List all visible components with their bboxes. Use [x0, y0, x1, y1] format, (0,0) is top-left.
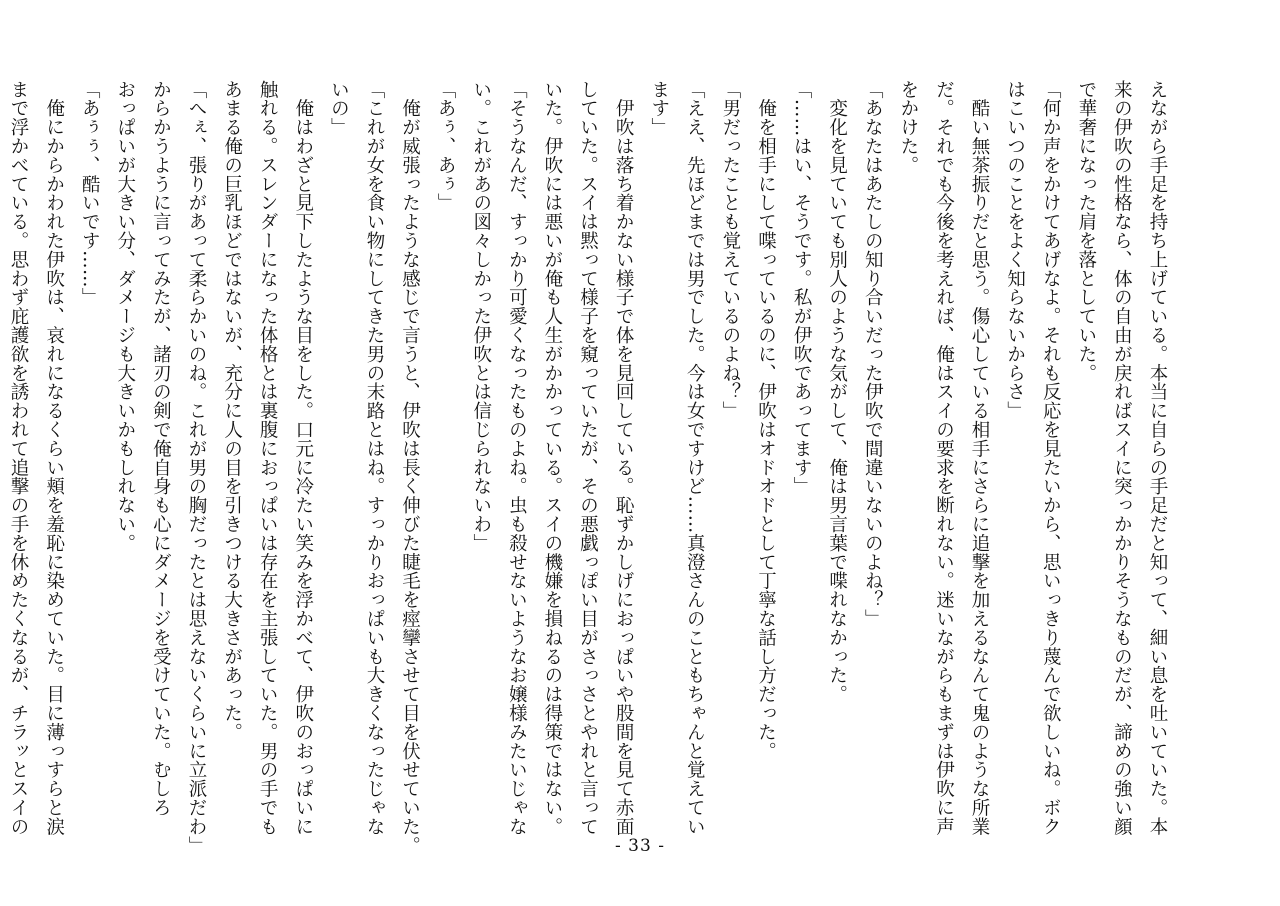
text-line: 俺を相手にして喋っているのに、伊吹はオドオドとして丁寧な話し方だった。 [755, 80, 777, 761]
text-line: 「あぅ、あぅ」 [435, 80, 457, 213]
text-line: 「……はい、そうです。私が伊吹であってます」 [791, 80, 813, 496]
text-line: 来の伊吹の性格なら、体の自由が戻ればスイに突っかかりそうなものだが、諦めの強い顔 [1111, 80, 1133, 836]
text-line: 酷い無茶振りだと思う。傷心している相手にさらに追撃を加えるなんて鬼のような所業 [969, 80, 991, 836]
text-line: あまる俺の巨乳ほどではないが、充分に人の目を引きつける大きさがあった。 [221, 80, 243, 742]
text-line: で華奢になった肩を落としていた。 [1075, 80, 1097, 383]
text-line: 「ええ、先ほどまでは男でした。今は女ですけど……真澄さんのこともちゃんと覚えてい [684, 80, 706, 836]
text-line: 「へぇ、張りがあって柔らかいのね。これが男の胸だったとは思えないくらいに立派だわ」 [185, 80, 207, 855]
text-line: えながら手足を持ち上げている。本当に自らの手足だと知って、細い息を吐いていた。本 [1147, 80, 1168, 836]
text-line: 変化を見ていても別人のような気がして、俺は男言葉で喋れなかった。 [826, 80, 848, 704]
text-line: をかけた。 [897, 80, 919, 175]
text-line: だ。それでも今後を考えれば、俺はスイの要求を断れない。迷いながらもまずは伊吹に声 [933, 80, 955, 836]
text-line: 俺が威張ったような感じで言うと、伊吹は長く伸びた睫毛を痙攣させて目を伏せていた。 [399, 80, 421, 855]
text-line: からかうように言ってみたが、諸刃の剣で俺自身も心にダメージを受けていた。むしろ [150, 80, 172, 818]
text-line: 「あなたはあたしの知り合いだった伊吹で間違いないのよね？」 [862, 80, 884, 629]
text-line: 俺にからかわれた伊吹は、哀れになるくらい頬を羞恥に染めていた。目に薄っすらと涙 [43, 80, 65, 836]
text-line: おっぱいが大きい分、ダメージも大きいかもしれない。 [114, 80, 136, 553]
text-line: 「男だったことも覚えているのよね？」 [719, 80, 741, 421]
text-line: 「あぅぅ、酷いです……」 [79, 80, 101, 307]
text-line: していた。スイは黙って様子を窺っていたが、その悪戯っぽい目がさっさとやれと言って [577, 80, 599, 836]
text-line: 伊吹は落ち着かない様子で体を見回している。恥ずかしげにおっぱいや股間を見て赤面 [613, 80, 635, 836]
text-line: まで浮かべている。思わず庇護欲を誘われて追撃の手を休めたくなるが、チラッとスイの [8, 80, 29, 836]
text-line: い。これがあの図々しかった伊吹とは信じられないわ」 [470, 80, 492, 553]
text-line: 「何か声をかけてあげなよ。それも反応を見たいから、思いっきり蔑んで欲しいね。ボク [1040, 80, 1062, 836]
text-line: 俺はわざと見下したような目をした。口元に冷たい笑みを浮かべて、伊吹のおっぱいに [292, 80, 314, 836]
text-line: 触れる。スレンダーになった体格とは裏腹におっぱいは存在を主張していた。男の手でも [257, 80, 279, 836]
text-line: ます」 [648, 80, 670, 137]
page-number: - 33 - [615, 836, 665, 856]
text-line: いの」 [328, 80, 350, 137]
text-line: 「これが女を食い物にしてきた男の末路とはね。すっかりおっぱいも大きくなったじゃな [363, 80, 385, 836]
text-line: はこいつのことをよく知らないからさ」 [1004, 80, 1026, 421]
text-line: いた。伊吹には悪いが俺も人生がかかっている。スイの機嫌を損ねるのは得策ではない。 [541, 80, 563, 836]
text-line: 「そうなんだ、すっかり可愛くなったものよね。虫も殺せないようなお嬢様みたいじゃな [506, 80, 528, 836]
